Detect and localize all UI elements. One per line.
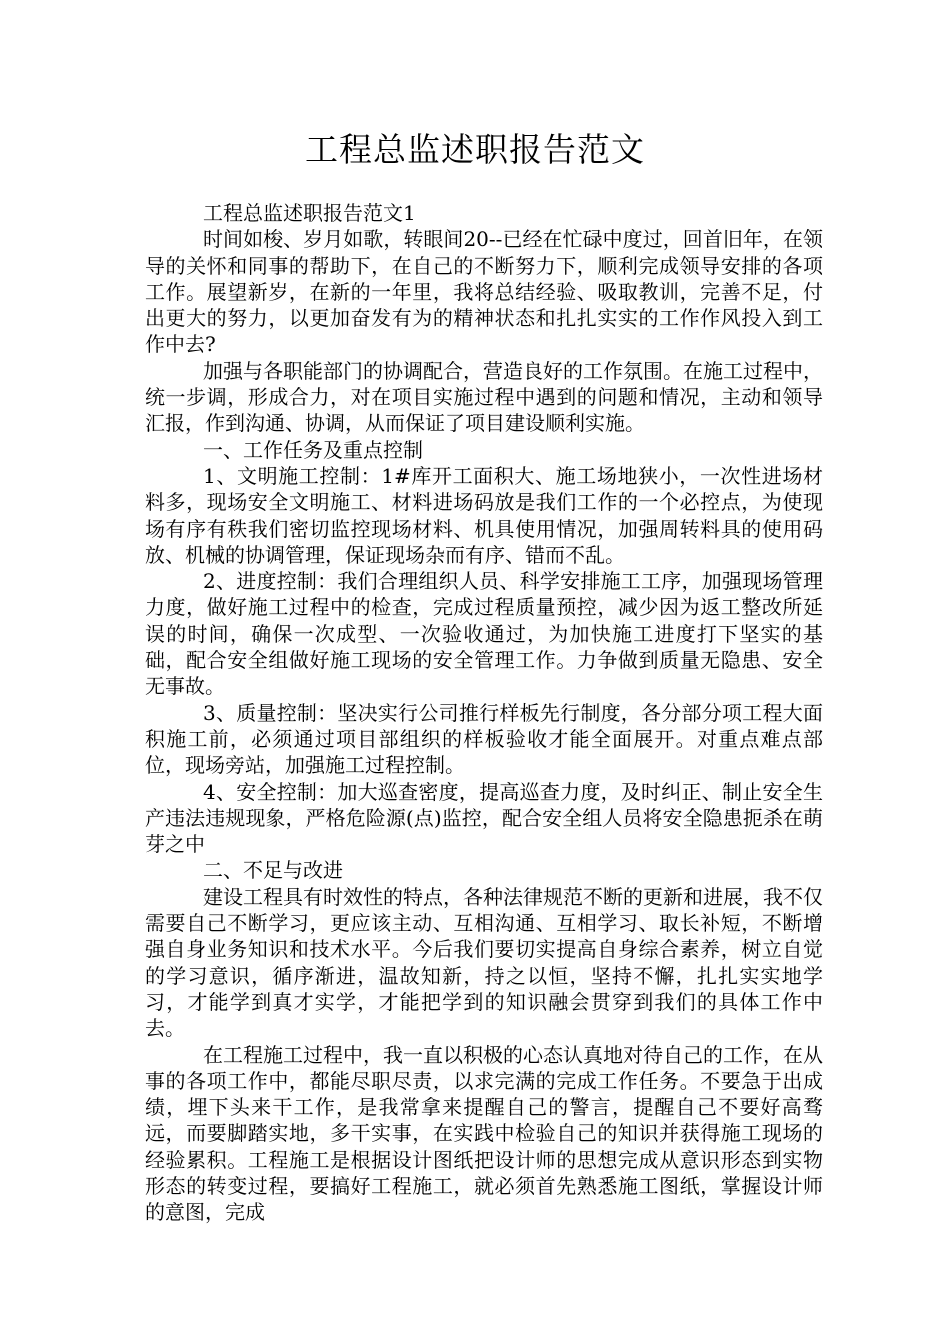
paragraph: 3、质量控制：坚决实行公司推行样板先行制度，各分部分项工程大面积施工前，必须通过项目部组织的样板验收才能全面展开。对重点难点部位，现场旁站，加强施工过程控制。 xyxy=(145,700,823,778)
section-heading: 一、工作任务及重点控制 xyxy=(203,437,423,462)
paragraph: 4、安全控制：加大巡查密度，提高巡查力度，及时纠正、制止安全生产违法违规现象，严格危险源(点)监控，配合安全组人员将安全隐患扼杀在萌芽之中 xyxy=(145,779,823,857)
section-heading: 二、不足与改进 xyxy=(203,858,343,883)
document-body xyxy=(145,200,823,1226)
paragraph: 时间如梭、岁月如歌，转眼间20--已经在忙碌中度过，回首旧年，在领导的关怀和同事的帮助下，在自己的不断努力下，顺利完成领导安排的各项工作。展望新岁，在新的一年里，我将总结经验、吸取教训，完善不足，付出更大的努力，以更加奋发有为的精神状态和扎扎实实的工作作风投入到工作中去? xyxy=(145,227,823,357)
paragraph: 加强与各职能部门的协调配合，营造良好的工作氛围。在施工过程中，统一步调，形成合力，对在项目实施过程中遇到的问题和情况，主动和领导汇报，作到沟通、协调，从而保证了项目建设顺利实施。 xyxy=(145,358,823,436)
section-heading: 工程总监述职报告范文1 xyxy=(203,201,416,225)
paragraph: 1、文明施工控制：1#库开工面积大、施工场地狭小，一次性进场材料多，现场安全文明施工、材料进场码放是我们工作的一个必控点，为使现场有序有秩我们密切监控现场材料、机具使用情况，加强周转料具的使用码放、机械的协调管理，保证现场杂而有序、错而不乱。 xyxy=(145,463,823,567)
paragraph: 2、进度控制：我们合理组织人员、科学安排施工工序，加强现场管理力度，做好施工过程中的检查，完成过程质量预控，减少因为返工整改所延误的时间，确保一次成型、一次验收通过，为加快施工进度打下坚实的基础，配合安全组做好施工现场的安全管理工作。力争做到质量无隐患、安全无事故。 xyxy=(145,569,823,699)
paragraph: 建设工程具有时效性的特点，各种法律规范不断的更新和进展，我不仅需要自己不断学习，更应该主动、互相沟通、互相学习、取长补短，不断增强自身业务知识和技术水平。今后我们要切实提高自身综合素养，树立自觉的学习意识，循序渐进，温故知新，持之以恒，坚持不懈，扎扎实实地学习，才能学到真才实学，才能把学到的知识融会贯穿到我们的具体工作中去。 xyxy=(145,884,823,1041)
paragraph: 在工程施工过程中，我一直以积极的心态认真地对待自己的工作，在从事的各项工作中，都能尽职尽责，以求完满的完成工作任务。不要急于出成绩，埋下头来干工作，是我常拿来提醒自己的警言，提醒自己不要好高骛远，而要脚踏实地，多干实事，在实践中检验自己的知识并获得施工现场的经验累积。工程施工是根据设计图纸把设计师的思想完成从意识形态到实物形态的转变过程，要搞好工程施工，就必须首先熟悉施工图纸，掌握设计师的意图，完成 xyxy=(145,1042,823,1225)
document-title: 工程总监述职报告范文 xyxy=(305,130,645,169)
